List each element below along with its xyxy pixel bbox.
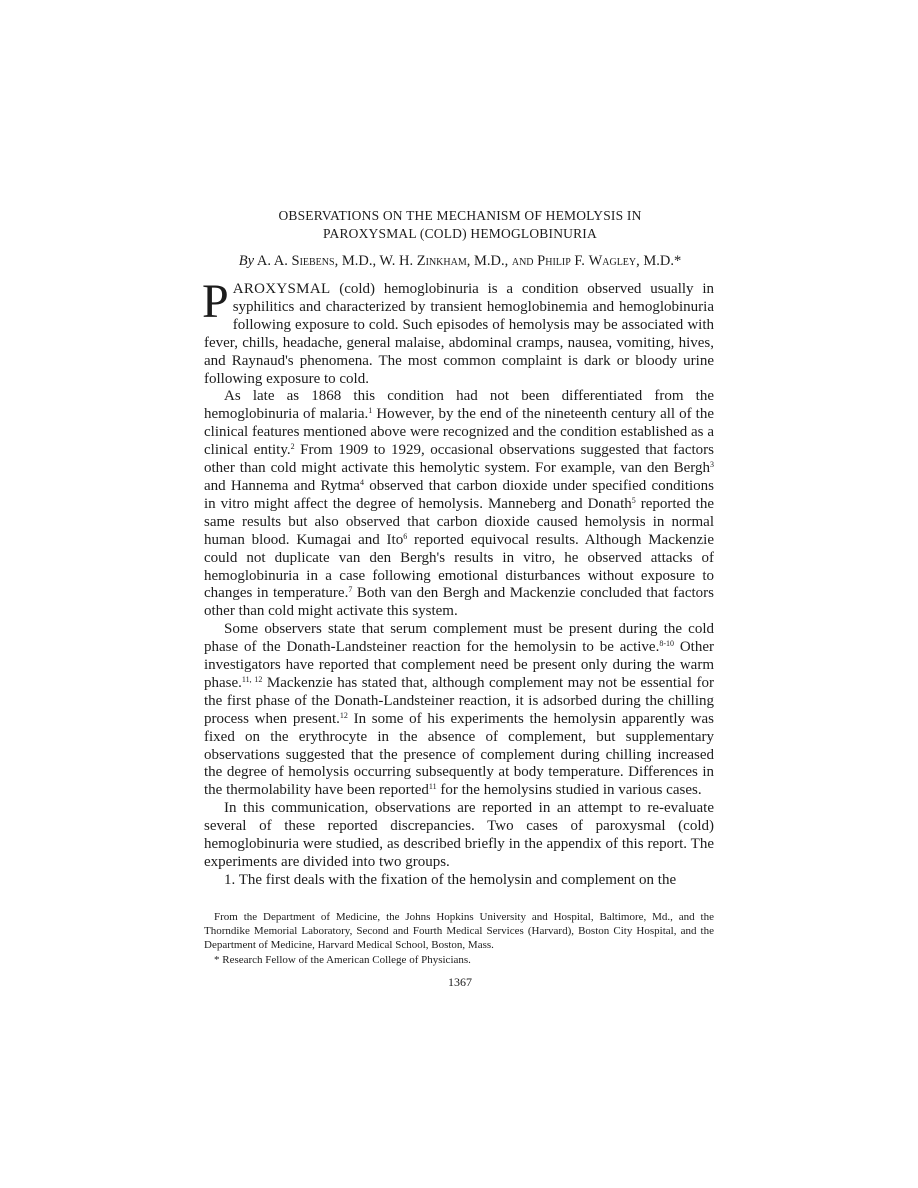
- text-run: reported equivocal results. Although Mackenzie could not duplicate van den Bergh's results in vitro, he observed attacks of hemoglobinuria in a case following emotional disturbances without exposure to changes in temperature.: [204, 531, 715, 602]
- author-byline: [190, 252, 730, 270]
- author-3-initial: F.: [574, 253, 585, 269]
- text-run: reported the same results but also observed that carbon dioxide caused hemolysis in normal human blood. Kumagai and Ito: [204, 495, 714, 548]
- reference-marker: 1: [368, 406, 373, 416]
- author-2-degree: , M.D.,: [466, 253, 509, 269]
- text-run: Other investigators have reported that complement need be present only during the warm phase.: [204, 639, 714, 691]
- paragraph-complement: [204, 621, 714, 800]
- author-3-given: Philip: [537, 253, 571, 269]
- paragraph-first-group: 1. The first deals with the fixation of the hemolysin and complement on the: [224, 871, 677, 888]
- author-1-degree: , M.D., W. H.: [334, 253, 414, 269]
- reference-marker: 4: [359, 477, 364, 487]
- text-run: In some of his experiments the hemolysin apparently was fixed on the erythrocyte in the absence of complement, but supplementary observations suggested that the presence of complement during chilling increased the degree of hemolysis occurring subsequently at body temperature. Differences in the thermolability have been reported: [204, 710, 715, 799]
- byline-by: By: [238, 253, 255, 269]
- reference-marker: 11, 12: [241, 674, 263, 684]
- paragraph-history: [204, 388, 714, 621]
- article-body: [202, 275, 715, 890]
- author-2-surname: Zinkham: [416, 253, 467, 269]
- text-run: Some observers state that serum complement must be present during the cold phase of the Donath-Landsteiner reaction for the hemolysin to be active.: [204, 621, 714, 656]
- text-run: However, by the end of the nineteenth century all of the clinical features mentioned above were recognized and the condition established as a clinical entity.: [204, 406, 714, 459]
- intro-text: (cold) hemoglobinuria is a condition observed usually in syphilitics and characterized by transient hemoglobinemia and hemoglobinuria following exposure to cold. Such episodes of hemolysis may be associated with fever, chills, headache, general malaise, abdominal cramps, nausea, vomiting, hives, and Raynaud's phenomena. The most common complaint is dark or bloody urine following exposure to cold.: [204, 281, 714, 387]
- byline-and: and: [511, 253, 534, 269]
- text-run: observed that carbon dioxide under specified conditions in vitro might affect the degree of hemolysis. Manneberg and Donath: [204, 477, 714, 512]
- text-run: and Hannema and Rytma: [204, 477, 360, 494]
- footnote-affiliation: From the Department of Medicine, the Johns Hopkins University and Hospital, Baltimore, Md., and the Thorndike Memorial Laboratory, Second and Fourth Medical Services (Harvard), Boston City Hospital, and the Department of Medicine, Harvard Medical School, Boston, Mass.: [204, 911, 714, 952]
- paragraph-communication: In this communication, observations are reported in an attempt to re-evaluate several of these reported discrepancies. Two cases of paroxysmal (cold) hemoglobinuria were studied, as described briefly in the appendix of this report. The experiments are divided into two groups.: [204, 800, 714, 870]
- text-run: As late as 1868 this condition had not been differentiated from the hemoglobinuria of malaria.: [204, 388, 714, 423]
- author-1-initials: A. A.: [256, 253, 288, 269]
- author-1-surname: Siebens: [291, 253, 335, 269]
- drop-cap: P: [202, 275, 229, 328]
- reference-marker: 11: [428, 782, 437, 792]
- author-3-surname: Wagley: [588, 253, 637, 269]
- author-3-degree: , M.D.*: [636, 253, 682, 269]
- text-run: Both van den Bergh and Mackenzie concluded that factors other than cold might activate this system.: [204, 585, 714, 620]
- intro-caps: AROXYSMAL: [232, 281, 331, 297]
- reference-marker: 5: [631, 495, 636, 505]
- footnote-fellow: * Research Fellow of the American College of Physicians.: [214, 953, 471, 966]
- text-run: Mackenzie has stated that, although complement may not be essential for the first phase of the Donath-Landsteiner reaction, it is adsorbed during the chilling process when present.: [204, 674, 714, 727]
- article-title-line-2: PAROXYSMAL (COLD) HEMOGLOBINURIA: [323, 226, 597, 241]
- article-title-line-1: OBSERVATIONS ON THE MECHANISM OF HEMOLYSIS IN: [278, 208, 642, 223]
- reference-marker: 6: [403, 531, 408, 541]
- reference-marker: 8-10: [659, 639, 674, 649]
- footnote: [204, 910, 714, 967]
- page-number: 1367: [448, 975, 472, 989]
- text-run: for the hemolysins studied in various cases.: [436, 782, 702, 799]
- reference-marker: 12: [339, 710, 348, 720]
- text-run: From 1909 to 1929, occasional observations suggested that factors other than cold might activate this hemolytic system. For example, van den Bergh: [204, 442, 714, 477]
- paragraph-intro: [202, 275, 714, 388]
- reference-marker: 7: [348, 585, 353, 595]
- reference-marker: 3: [710, 460, 714, 470]
- reference-marker: 2: [290, 442, 295, 452]
